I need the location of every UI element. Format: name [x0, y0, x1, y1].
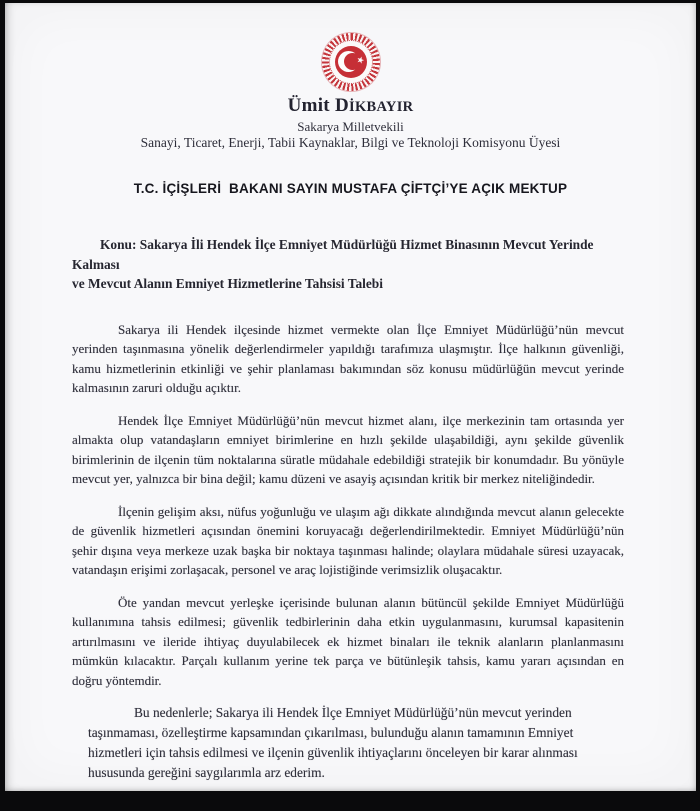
subject-line-1: Konu: Sakarya İli Hendek İlçe Emniyet Müdürlüğü Hizmet Binasının Mevcut Yerinde Kalması [72, 237, 594, 272]
letter-paper [5, 3, 696, 791]
letter-subject [72, 235, 624, 294]
letter-paragraph-closing: Bu nedenlerle; Sakarya ili Hendek İlçe Emniyet Müdürlüğü’nün mevcut yerinden taşınmaması, özelleştirme kapsamından çıkarılması, bulunduğu alanın tamamının Emniyet hizmetleri için tahsis edilmesi ve ilçenin güvenlik ihtiyaçlarını önceleyen bir karar alınması hususunda gereğini saygılarımla arz ederim. [88, 705, 578, 780]
letter-paragraph: Hendek İlçe Emniyet Müdürlüğü’nün mevcut hizmet alanı, ilçe merkezinin tam ortasında yer almakta olup vatandaşların emniyet birimlerine en hızlı şekilde ulaşabildiği, aynı şekilde güvenlik birimlerinin de ilçenin tüm noktalarına süratle müdahale edebildiği stratejik bir konumdadır. Bu yönüyle mevcut yer, yalnızca bir bina değil; kamu düzeni ve asayiş açısından kritik bir merkez niteliğindedir. [72, 412, 624, 486]
tbmm-emblem [322, 33, 380, 91]
letter-heading: T.C. İÇİŞLERİ BAKANI SAYIN MUSTAFA ÇİFTÇİ’YE AÇIK MEKTUP [133, 181, 568, 196]
subject-line-2: ve Mevcut Alanın Emniyet Hizmetlerine Tahsisi Talebi [72, 276, 383, 291]
letter-paragraph: Sakarya ili Hendek ilçesinde hizmet vermekte olan İlçe Emniyet Müdürlüğü’nün mevcut yerinden taşınmasına yönelik değerlendirmeler yapıldığı tarafımıza ulaşmıştır. İlçe halkının güvenliği, kamu hizmetlerinin etkinliği ve şehir planlaması bakımından söz konusu müdürlüğün mevcut yerinde kalmasının zaruri olduğu açıktır. [72, 321, 624, 395]
mp-committee: Sanayi, Ticaret, Enerji, Tabii Kaynaklar, Bilgi ve Teknoloji Komisyonu Üyesi [140, 135, 561, 150]
letter-body [5, 235, 696, 783]
letter-paragraphs [72, 320, 624, 784]
star-icon: ★ [355, 55, 367, 68]
mp-title: Sakarya Milletvekili [297, 119, 404, 134]
letter-paragraph: İlçenin gelişim aksı, nüfus yoğunluğu ve ulaşım ağı dikkate alındığında mevcut alanın gelecekte de güvenlik hizmetleri açısından önemini koruyacağı değerlendirilmektedir. Emniyet Müdürlüğü’nün şehir dışına veya merkeze uzak başka bir noktaya taşınması halinde; olaylara müdahale süresi uzayacak, vatandaşın erişimi zorlaşacak, personel ve araç lojistiğinde verimsizlik oluşacaktır. [72, 503, 624, 577]
mp-name-smallcaps: İKBAYIR [349, 99, 414, 115]
emblem-flag-center [335, 46, 367, 78]
letter-paragraph: Öte yandan mevcut yerleşke içerisinde bulunan alanın bütüncül şekilde Emniyet Müdürlüğü kullanımına tahsis edilmesi; güvenlik tedbirlerinin daha etkin uygulanmasını, kurumsal kapasitenin artırılmasını ve ileride ihtiyaç duyulabilecek ek hizmet binaları ile teknik alanların planlanmasını mümkün kılacaktır. Parçalı kullanım yerine tek parça ve bütünleşik tahsis, kamu yararı açısından en doğru yöntemdir. [72, 594, 624, 688]
mp-name [5, 95, 696, 118]
mp-name-main: Ümit D [287, 95, 349, 116]
